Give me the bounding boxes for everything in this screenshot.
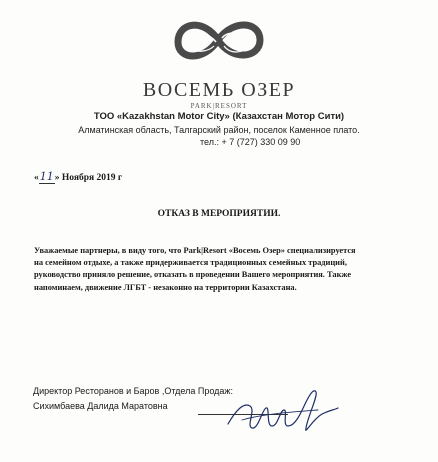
handwritten-signature-icon <box>222 380 342 442</box>
company-name: ТОО «Kazakhstan Motor City» (Казахстан Мотор Сити) <box>93 111 345 122</box>
date-day: 11 <box>39 170 54 183</box>
date-open-quote: « <box>34 173 39 183</box>
body-line: руководство приняло решение, отказать в проведении Вашего мероприятия. Также <box>34 270 352 280</box>
body-line: на семейном отдыхе, а также придерживается традиционных семейных традиций, <box>34 258 347 268</box>
brand-subtitle: PARK|RESORT <box>190 102 248 110</box>
letter-title: ОТКАЗ В МЕРОПРИЯТИИ. <box>157 209 281 219</box>
body-line: Уважаемые партнеры, в виду того, что Park|Resort «Восемь Озер» специализируется <box>34 246 356 255</box>
date-month-year: Ноября 2019 г <box>59 173 123 183</box>
eight-lakes-logo-icon <box>170 10 266 72</box>
company-address: Алматинская область, Талгарский район, поселок Каменное плато. <box>78 125 360 135</box>
letter-date <box>34 170 122 184</box>
letter-body <box>34 245 406 294</box>
signatory-position: Директор Ресторанов и Баров ,Отдела Продаж: <box>33 386 233 396</box>
date-close-quote: » <box>54 173 60 183</box>
signatory-name: Сихимбаева Далида Маратовна <box>33 401 168 411</box>
brand-name: ВОСЕМЬ ОЗЕР <box>142 79 296 101</box>
company-phone: тел.: + 7 (727) 330 09 90 <box>200 137 301 147</box>
body-line: напоминаем, движение ЛГБТ - незаконно на территории Казахстана. <box>34 282 297 292</box>
